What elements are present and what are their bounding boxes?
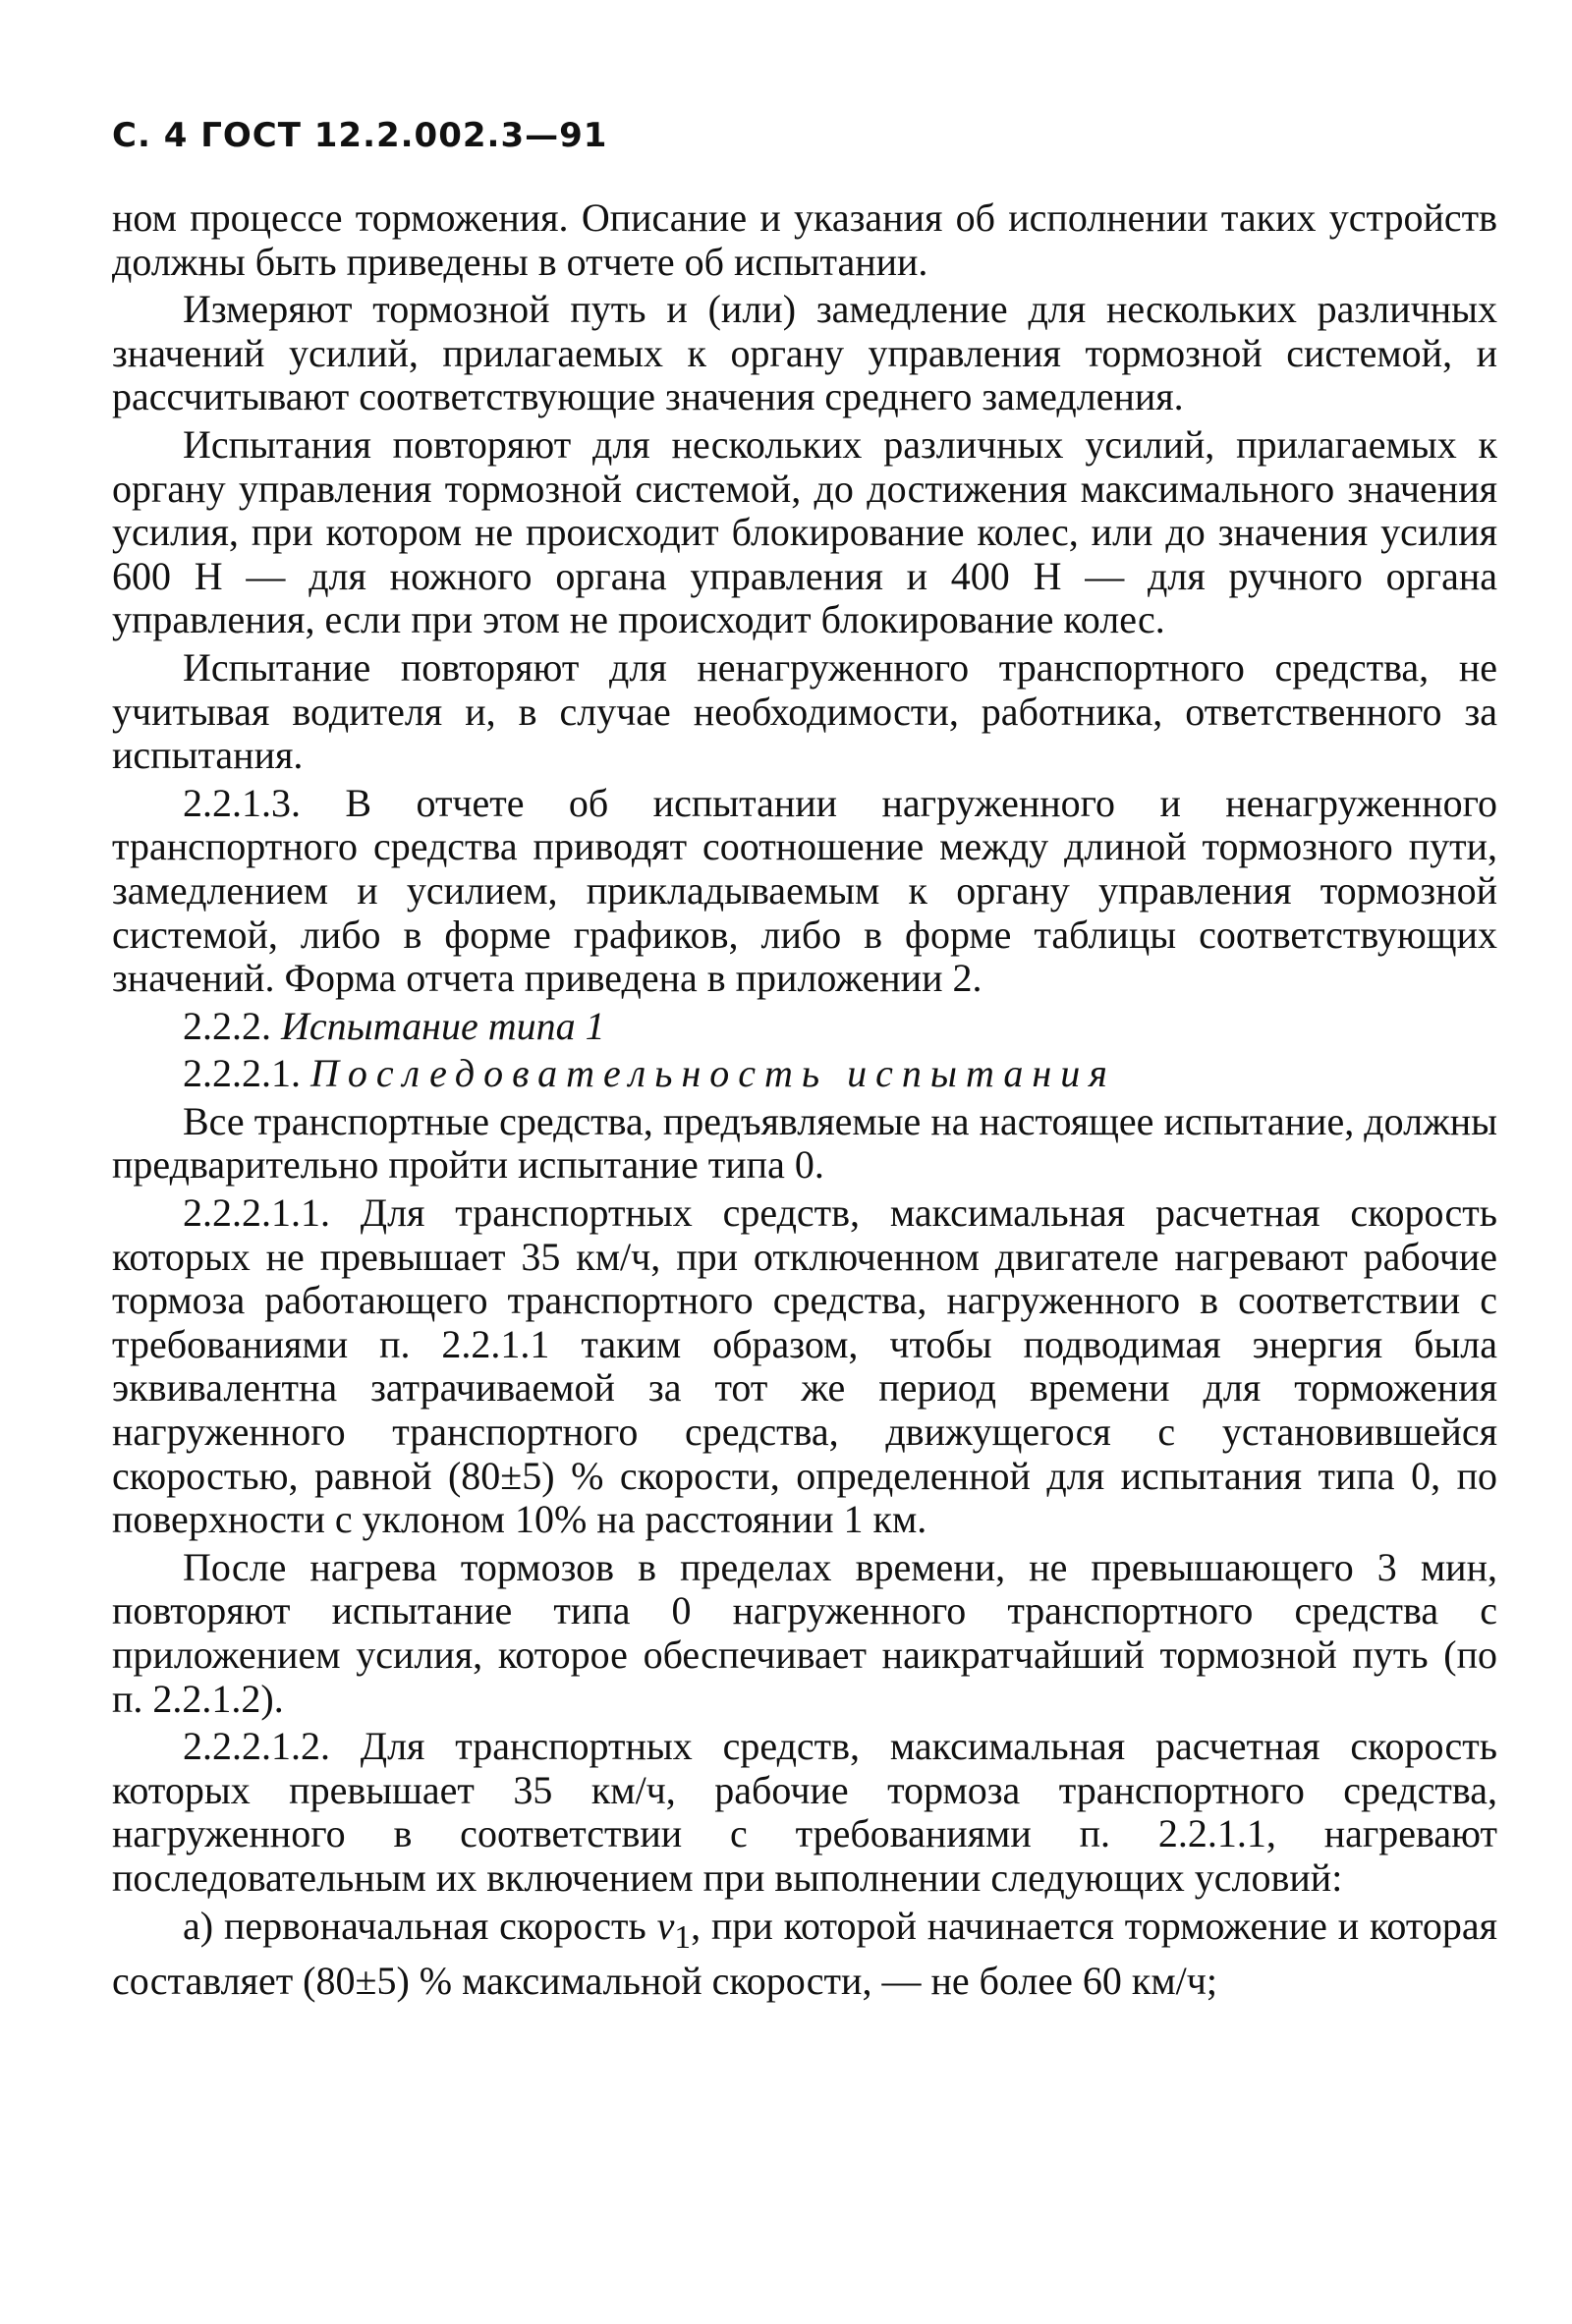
heading-2-2-2-1 (112, 1052, 1497, 1096)
paragraph-measurement: Измеряют тормозной путь и (или) замедление для нескольких различных значений усилий, прилагаемых к органу управления тормозной системой, и рассчитывают соответствующие значения среднего замедления. (112, 287, 1497, 419)
paragraph-2-2-2-1-1: 2.2.2.1.1. Для транспортных средств, максимальная расчетная скорость которых не превышает 35 км/ч, при отключенном двигателе нагревают рабочие тормоза работающего транспортного средства, нагруженного в соответствии с требованиями п. 2.2.1.1 таким образом, чтобы подводимая энергия была эквивалентна затрачиваемой за тот же период времени для торможения нагруженного транспортного средства, движущегося с установившейся скоростью, равной (80±5) % скорости, определенной для испытания типа 0, по поверхности с уклоном 10% на расстоянии 1 км. (112, 1190, 1497, 1542)
paragraph-2-2-2-1-2: 2.2.2.1.2. Для транспортных средств, максимальная расчетная скорость которых превышает 35 км/ч, рабочие тормоза транспортного средства, нагруженного в соответствии с требованиями п. 2.2.1.1, нагревают последовательным их включением при выполнении следующих условий: (112, 1724, 1497, 1900)
paragraph-after-heating: После нагрева тормозов в пределах времени, не превышающего 3 мин, повторяют испытание типа 0 нагруженного транспортного средства с приложением усилия, которое обеспечивает наикратчайший тормозной путь (по п. 2.2.1.2). (112, 1544, 1497, 1721)
document-body (112, 196, 1497, 2004)
variable-v: v (656, 1903, 675, 1948)
paragraph-preliminary-test: Все транспортные средства, предъявляемые на настоящее испытание, должны предварительно пройти испытание типа 0. (112, 1098, 1497, 1188)
heading-2-2-2-1-number: 2.2.2.1. (183, 1051, 310, 1096)
heading-2-2-2-title: Испытание типа 1 (281, 1003, 605, 1048)
variable-subscript: 1 (674, 1918, 692, 1956)
condition-a-start: а) первоначальная скорость (183, 1903, 657, 1948)
paragraph-continuation: ном процессе торможения. Описание и указания об исполнении таких устройств должны быть приведены в отчете об испытании. (112, 195, 1497, 284)
document-page (112, 116, 1497, 2008)
condition-a-end: , при которой начинается торможение и которая составляет (80±5) % максимальной скорости, — не более 60 км/ч; (112, 1903, 1497, 2004)
heading-2-2-2 (112, 1005, 1497, 1049)
heading-2-2-2-number: 2.2.2. (183, 1003, 281, 1048)
paragraph-condition-a (112, 1905, 1497, 2004)
paragraph-repeat-tests: Испытания повторяют для нескольких различных усилий, прилагаемых к органу управления тормозной системой, до достижения максимального значения усилия, при котором не происходит блокирование колес, или до значения усилия 600 Н — для ножного органа управления и 400 Н — для ручного органа управления, если при этом не происходит блокирование колес. (112, 421, 1497, 642)
running-head: С. 4 ГОСТ 12.2.002.3—91 (112, 116, 608, 155)
paragraph-unloaded-test: Испытание повторяют для ненагруженного транспортного средства, не учитывая водителя и, в случае необходимости, работника, ответственного за испытания. (112, 644, 1497, 778)
heading-2-2-2-1-title: Последовательность испытания (310, 1051, 1116, 1096)
paragraph-2-2-1-3: 2.2.1.3. В отчете об испытании нагруженного и ненагруженного транспортного средства приводят соотношение между длиной тормозного пути, замедлением и усилием, прикладываемым к органу управления тормозной системой, либо в форме графиков, либо в форме таблицы соответствующих значений. Форма отчета приведена в приложении 2. (112, 780, 1497, 1001)
